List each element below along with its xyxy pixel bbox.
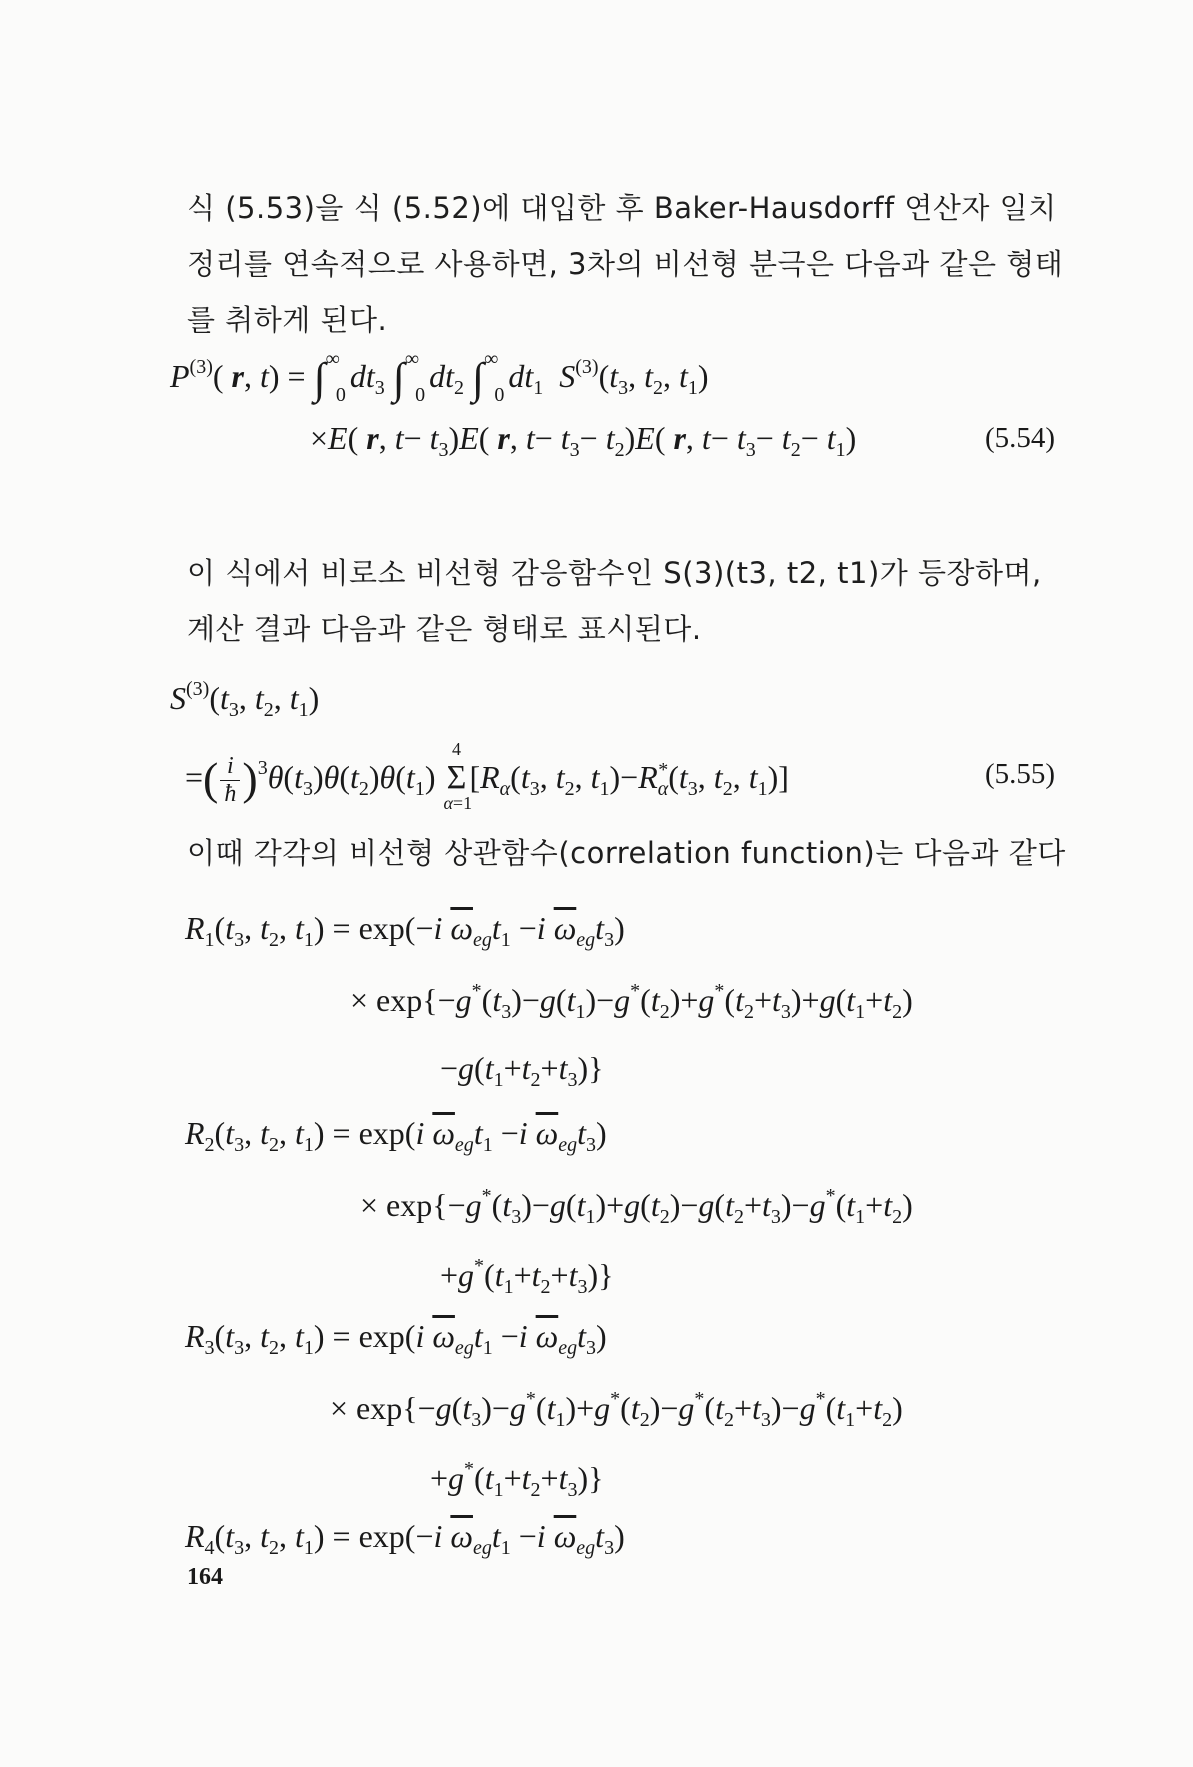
equation-r3-line-3: $+g^*(t_1+t_2+t_3)$} (430, 1458, 604, 1501)
equation-r4-line-1: $R_4(t_3$, $t_2$, $t_1) = \exp(-i$ $\overline{\omega}_{eg}t_1 -i$ $\overline{\omega}_{eg}t_3$) (185, 1518, 625, 1559)
equation-r2-line-1: $R_2(t_3$, $t_2$, $t_1) = \exp(i$ $\overline{\omega}_{eg}t_1 -i$ $\overline{\omega}_{eg}t_3$) (185, 1115, 607, 1156)
equation-r1-line-2: × $\exp\{-g^*(t_3)-g(t_1)-g^*(t_2)+g^*(t_2+t_3)+g(t_1+t_2)$ (350, 980, 913, 1023)
equation-5-55-line-1: $S^{(3)}(t_3$, $t_2$, $t_1$) (170, 678, 320, 721)
equation-r1-line-3: $-g(t_1+t_2+t_3)$} (440, 1050, 604, 1091)
equation-5-55-line-2: =( $\frac{i}{ħ}$ )$^3\theta(t_3)\theta(t_2)\theta(t_1)$ Σ 4 α=1 [$R_\alpha(t_3$, $t_2$, $t_1)-R_\alpha^*(t_3$, $t_2$, $t_1$)] (185, 739, 789, 813)
summation-symbol: Σ 4 α=1 (443, 739, 473, 813)
equation-r2-line-3: $+g^*(t_1+t_2+t_3)$} (440, 1255, 614, 1298)
equation-5-54-line-1: $P^{(3)}$( r, $t) = \int^\infty_0dt_3$ $\int^\infty_0dt_2$ $\int^\infty_0dt_1$ $S^{(3)}(t_3$, $t_2$, $t_1$) (170, 348, 709, 406)
paragraph-correlation: 이때 각각의 비선형 상관함수(correlation function)는 다음과 같다 (187, 836, 1066, 870)
page-number: 164 (187, 1564, 223, 1590)
equation-r3-line-2: × $\exp\{-g(t_3)-g^*(t_1)+g^*(t_2)-g^*(t_2+t_3)-g^*(t_1+t_2)$ (330, 1388, 903, 1431)
paragraph-response-function (187, 545, 1067, 657)
equation-r2-line-2: × $\exp\{-g^*(t_3)-g(t_1)+g(t_2)-g(t_2+t_3)-g^*(t_1+t_2)$ (360, 1185, 913, 1228)
paragraph-response-text: 이 식에서 비로소 비선형 감응함수인 S(3)(t3, t2, t1)가 등장하며, 계산 결과 다음과 같은 형태로 표시된다. (187, 556, 1042, 646)
equation-r1-line-1: $R_1(t_3$, $t_2$, $t_1) = \exp(-i$ $\overline{\omega}_{eg}t_1 -i$ $\overline{\omega}_{eg}t_3$) (185, 910, 625, 951)
equation-5-54-line-2: ×E( r, $t- t_3)E$( r, $t- t_3- t_2)E$( r, $t- t_3- t_2- t_1$) (310, 420, 857, 461)
equation-number-5-54: (5.54) (985, 422, 1056, 454)
equation-r3-line-1: $R_3(t_3$, $t_2$, $t_1) = \exp(i$ $\overline{\omega}_{eg}t_1 -i$ $\overline{\omega}_{eg}t_3$) (185, 1318, 607, 1359)
equation-number-5-55: (5.55) (985, 758, 1056, 790)
paragraph-intro: 식 (5.53)을 식 (5.52)에 대입한 후 Baker-Hausdorff 연산자 일치 정리를 연속적으로 사용하면, 3차의 비선형 분극은 다음과 같은 형태를 취하게 된다. (187, 191, 1064, 337)
